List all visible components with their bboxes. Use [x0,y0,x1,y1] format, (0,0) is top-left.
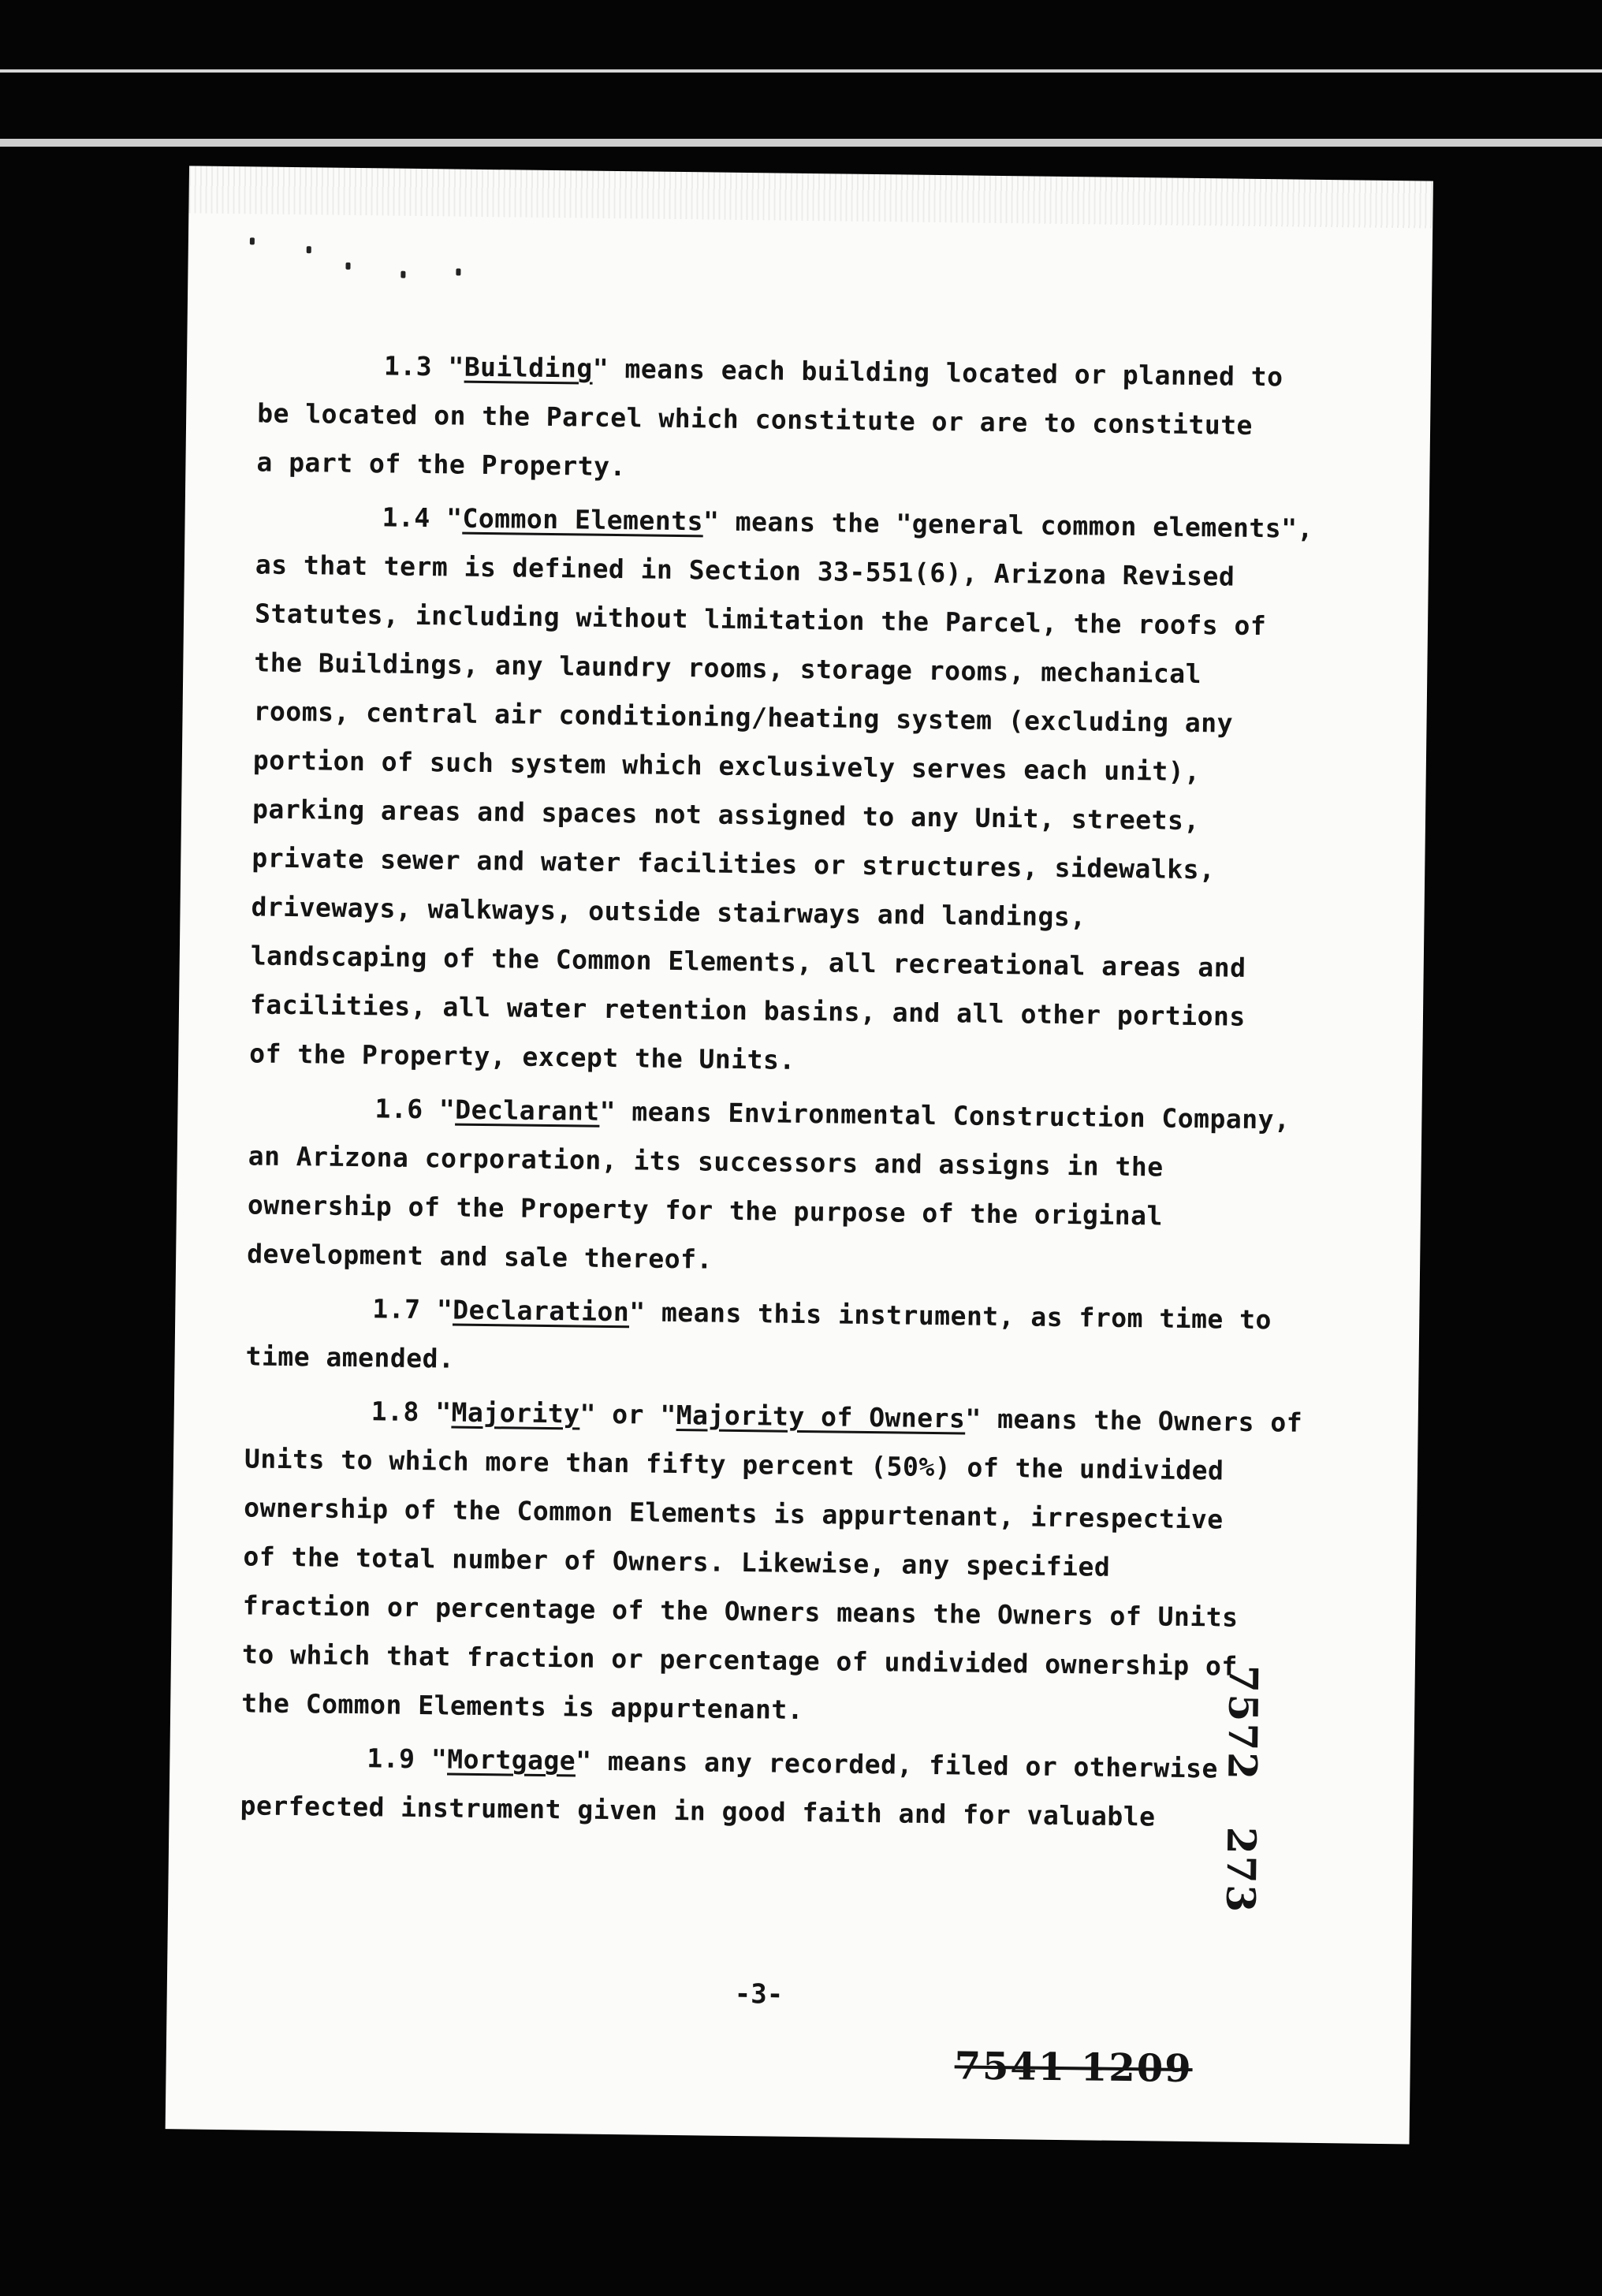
scan-edge-band [0,139,1602,147]
defined-term: Majority [451,1396,580,1429]
paragraph-line: rooms, central air conditioning/heating system (excluding any [253,695,1234,739]
paragraph-line: time amended. [245,1340,455,1374]
definition-paragraph [245,1284,1287,1393]
paragraph-text: means this instrument, as from time to [661,1296,1272,1336]
section-number: 1.9 [367,1742,415,1775]
defined-term: Common Elements [462,502,704,537]
paragraph-line: an Arizona corporation, its successors and assigns in the [248,1140,1164,1183]
scan-speck [250,237,255,244]
paragraph-line: Units to which more than fifty percent (50%) of the undivided [244,1443,1224,1486]
paragraph-line: a part of the Property. [256,446,627,483]
paragraph-text: means any recorded, filed or otherwise [607,1745,1219,1784]
defined-term: Building [464,351,594,384]
scan-edge-line [0,69,1602,73]
paragraph-line: development and sale thereof. [246,1238,713,1275]
page-number: -3- [734,1977,784,2011]
paragraph-first-line: 1.9 "Mortgage" means any recorded, filed or otherwise [367,1742,1219,1784]
section-number: 1.8 [371,1396,420,1428]
paragraph-text: means Environmental Construction Company, [631,1096,1291,1135]
scan-speck [345,263,350,270]
paragraph-line: the Buildings, any laundry rooms, storage rooms, mechanical [254,647,1202,690]
paragraph-first-line: 1.4 "Common Elements" means the "general common elements", [382,501,1314,544]
paragraph-first-line: 1.8 "Majority" or "Majority of Owners" means the Owners of [371,1396,1303,1438]
scan-noise [188,166,1433,228]
document-page [166,166,1433,2144]
section-number: 1.4 [382,501,430,534]
paragraph-line: ownership of the Property for the purpose of the original [247,1189,1164,1232]
paragraph-line: ownership of the Common Elements is appurtenant, irrespective [244,1492,1224,1535]
paragraph-line: Statutes, including without limitation the Parcel, the roofs of [254,598,1267,642]
paragraph-line: fraction or percentage of the Owners means the Owners of Units [242,1590,1239,1633]
paragraph-line: facilities, all water retention basins, and all other portions [249,989,1246,1032]
paragraph-line: of the total number of Owners. Likewise, any specified [243,1541,1111,1582]
document-body [240,341,1314,1847]
section-number: 1.7 [372,1293,421,1325]
paragraph-line: driveways, walkways, outside stairways and landings, [251,891,1086,933]
definition-paragraph [240,1733,1281,1843]
paragraph-first-line: 1.3 "Building" means each building located or planned to [383,350,1283,393]
paragraph-text: means each building located or planned to [624,353,1283,393]
side-stamp-book: 7572 [1219,1664,1267,1782]
defined-term: Declarant [455,1094,600,1127]
paragraph-text: means the Owners of [997,1403,1303,1438]
paragraph-line: private sewer and water facilities or structures, sidewalks, [251,842,1216,885]
struck-through-code: 7541 1209 [954,2044,1193,2092]
paragraph-text: means the "general common elements", [735,505,1314,544]
paragraph-line: perfected instrument given in good faith and for valuable [240,1790,1156,1832]
paragraph-line: parking areas and spaces not assigned to any Unit, streets, [251,793,1200,837]
definition-paragraph [249,492,1314,1090]
paragraph-line: be located on the Parcel which constitute or are to constitute [256,397,1254,441]
side-stamp-page: 273 [1217,1826,1265,1914]
paragraph-line: the Common Elements is appurtenant. [241,1687,804,1726]
section-number: 1.6 [374,1093,423,1125]
paragraph-line: portion of such system which exclusively serves each unit), [252,744,1201,788]
paragraph-line: of the Property, except the Units. [249,1038,796,1075]
scan-speck [400,271,405,278]
paragraph-line: as that term is defined in Section 33-551(6), Arizona Revised [255,549,1235,592]
defined-term: Mortgage [447,1743,576,1776]
paragraph-first-line: 1.6 "Declarant" means Environmental Construction Company, [374,1093,1291,1135]
scan-speck [307,246,311,253]
term-connector: or [612,1399,645,1430]
section-number: 1.3 [383,350,433,382]
defined-term: Majority of Owners [676,1400,966,1434]
definition-paragraph [246,1083,1291,1291]
paragraph-first-line: 1.7 "Declaration" means this instrument, as from time to [372,1293,1272,1336]
paragraph-line: landscaping of the Common Elements, all recreational areas and [250,940,1246,983]
definition-paragraph [241,1386,1303,1740]
scan-speck [456,269,460,276]
defined-term: Declaration [452,1294,630,1328]
definition-paragraph [256,341,1298,499]
paragraph-line: to which that fraction or percentage of undivided ownership of [241,1638,1238,1682]
